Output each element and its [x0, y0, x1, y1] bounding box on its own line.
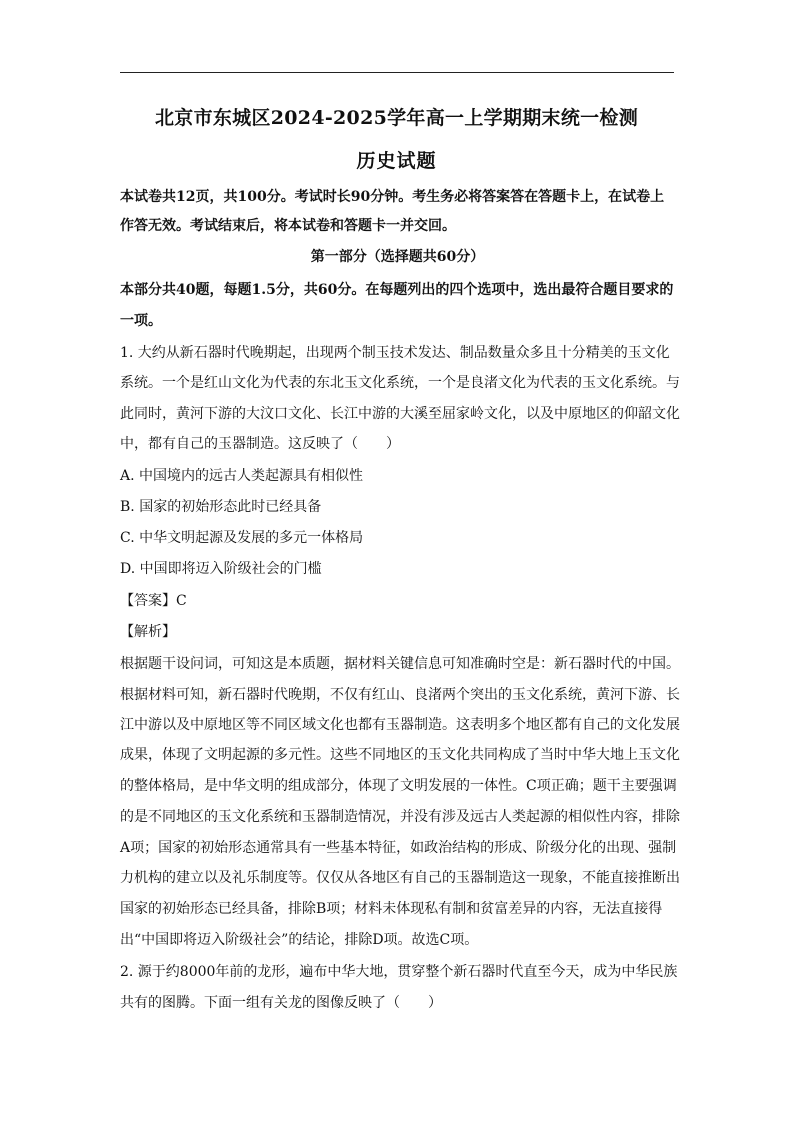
q1-option-d: D. 中国即将迈入阶级社会的门槛 [120, 561, 322, 577]
instruction-line-1: 本试卷共12页，共100分。考试时长90分钟。考生务必将答案答在答题卡上，在试卷上 [120, 189, 665, 205]
q1-stem-line-1: 1. 大约从新石器时代晚期起，出现两个制玉技术发达、制品数量众多且十分精美的玉文化 [120, 345, 670, 361]
exam-title: 北京市东城区2024-2025学年高一上学期期末统一检测 [154, 107, 639, 129]
q1-stem-line-4: 中，都有自己的玉器制造。这反映了（ ） [120, 436, 400, 452]
q1-stem-line-3: 此同时，黄河下游的大汶口文化、长江中游的大溪至屈家岭文化，以及中原地区的仰韶文化 [120, 406, 680, 422]
instruction-line-2: 作答无效。考试结束后，将本试卷和答题卡一并交回。 [120, 218, 456, 234]
top-rule [120, 72, 674, 73]
q1-analysis-line-10: 出“中国即将迈入阶级社会”的结论，排除D项。故选C项。 [120, 932, 479, 948]
part1-intro-line-2: 一项。 [120, 313, 162, 329]
q1-option-b: B. 国家的初始形态此时已经具备 [120, 499, 322, 515]
q1-analysis-label: 【解析】 [120, 624, 176, 640]
q1-analysis-line-1: 根据题干设问词，可知这是本质题，据材料关键信息可知准确时空是：新石器时代的中国。 [120, 656, 680, 672]
q1-analysis-line-2: 根据材料可知，新石器时代晚期，不仅有红山、良渚两个突出的玉文化系统，黄河下游、长 [120, 687, 680, 703]
q1-option-a: A. 中国境内的远古人类起源具有相似性 [120, 468, 364, 484]
part1-heading: 第一部分（选择题共60分） [310, 249, 485, 265]
part1-intro-line-1: 本部分共40题，每题1.5分，共60分。在每题列出的四个选项中，选出最符合题目要求的 [120, 282, 674, 298]
q2-stem-line-2: 共有的图腾。下面一组有关龙的图像反映了（ ） [120, 995, 442, 1011]
q1-stem-line-2: 系统。一个是红山文化为代表的东北玉文化系统，一个是良渚文化为代表的玉文化系统。与 [120, 375, 680, 391]
q1-analysis-line-4: 成果，体现了文明起源的多元性。这些不同地区的玉文化共同构成了当时中华大地上玉文化 [120, 747, 680, 763]
q2-stem-line-1: 2. 源于约8000年前的龙形，遍布中华大地，贯穿整个新石器时代直至今天，成为中华民族 [120, 964, 678, 980]
q1-analysis-line-3: 江中游以及中原地区等不同区域文化也都有玉器制造。这表明多个地区都有自己的文化发展 [120, 717, 680, 733]
q1-analysis-line-7: A项；国家的初始形态通常具有一些基本特征，如政治结构的形成、阶级分化的出现、强制 [120, 840, 677, 856]
q1-analysis-line-9: 国家的初始形态已经具备，排除B项；材料未体现私有制和贫富差异的内容，无法直接得 [120, 901, 663, 917]
q1-analysis-line-5: 的整体格局，是中华文明的组成部分，体现了文明发展的一体性。C项正确；题干主要强调 [120, 778, 677, 794]
q1-option-c: C. 中华文明起源及发展的多元一体格局 [120, 530, 364, 546]
exam-subtitle: 历史试题 [356, 150, 437, 172]
q1-analysis-line-8: 力机构的建立以及礼乐制度等。仅仅从各地区有自己的玉器制造这一现象，不能直接推断出 [120, 870, 680, 886]
q1-analysis-line-6: 的是不同地区的玉文化系统和玉器制造情况，并没有涉及远古人类起源的相似性内容，排除 [120, 809, 680, 825]
q1-answer: 【答案】C [120, 593, 187, 609]
